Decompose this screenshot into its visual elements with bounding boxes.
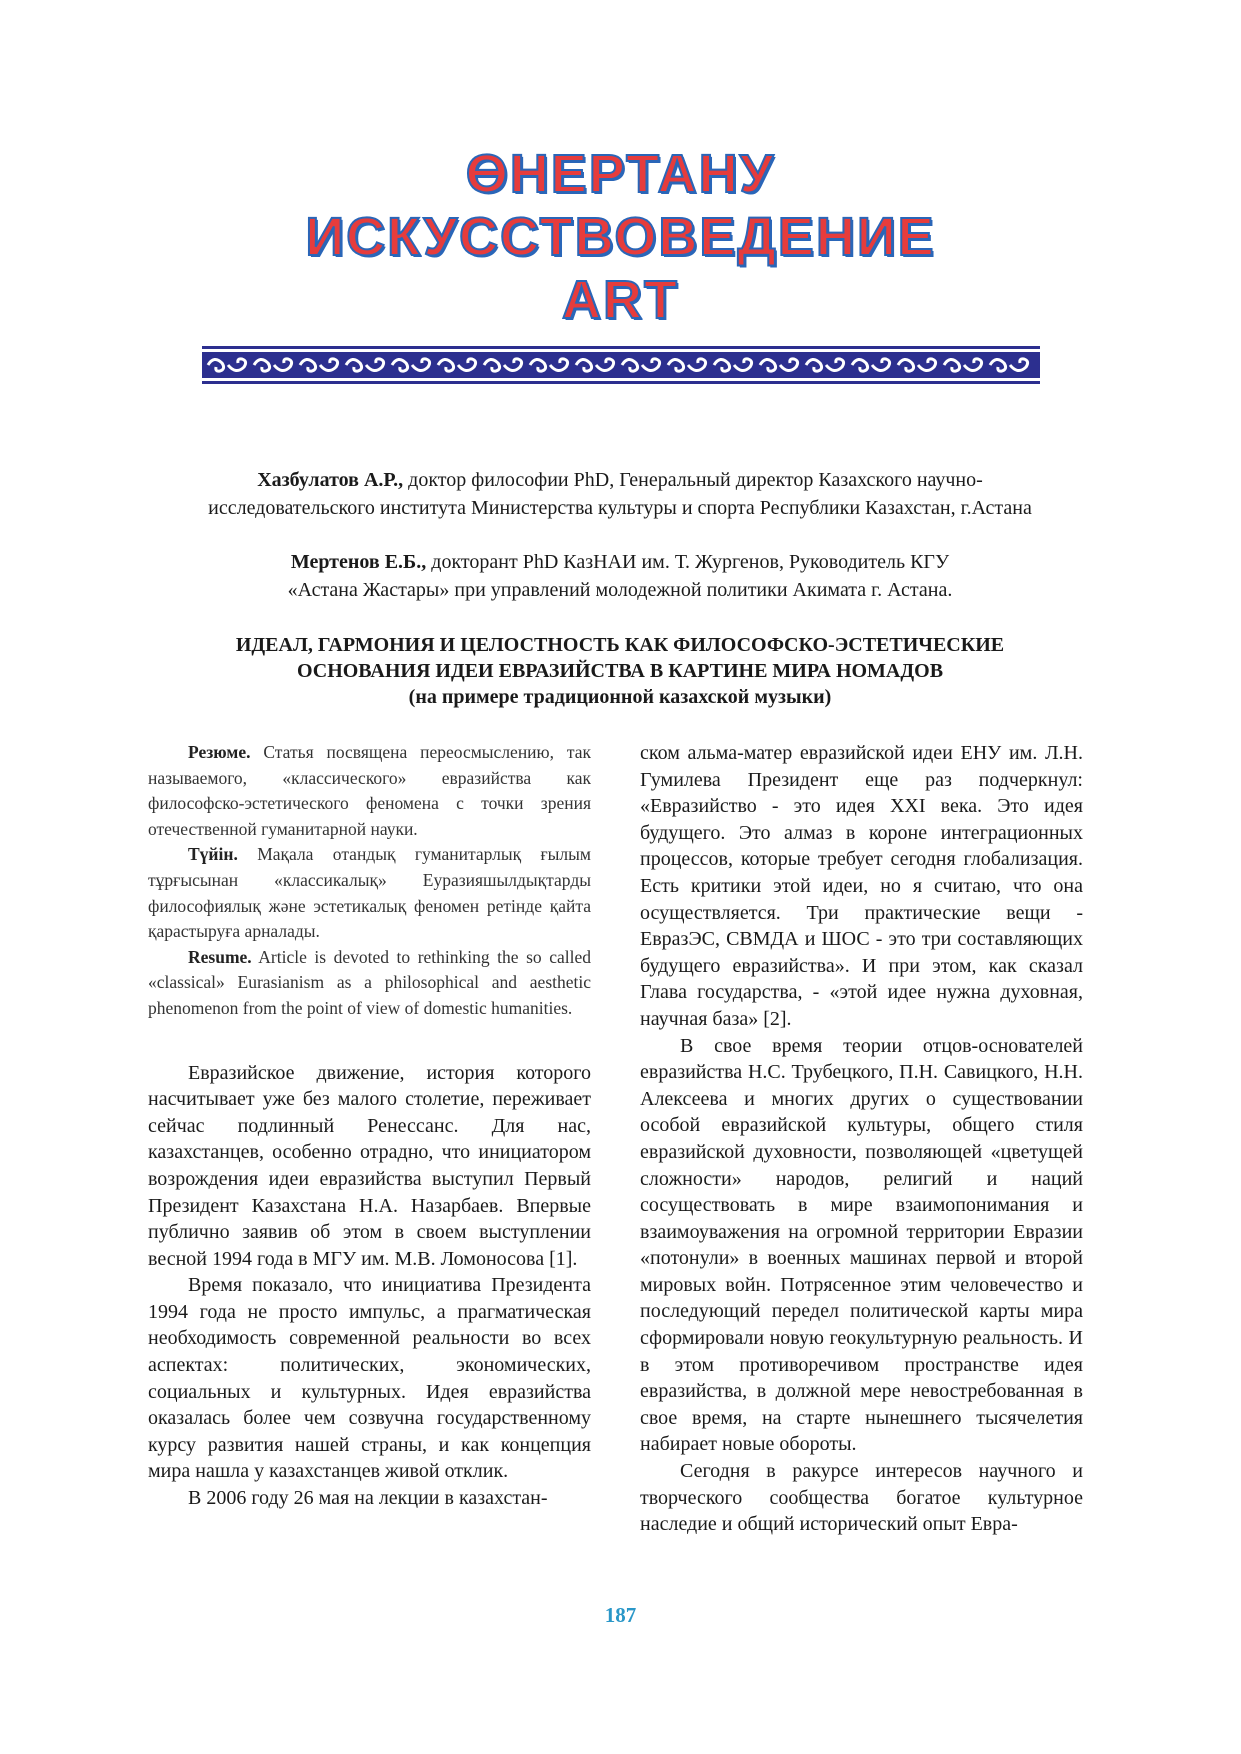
- page-number: 187: [604, 1603, 637, 1627]
- author-affiliation: доктор философии PhD, Генеральный директор Казахского научно-: [403, 469, 983, 491]
- author-name: Мертенов Е.Б.,: [290, 551, 427, 573]
- article-title: [150, 632, 1090, 710]
- author-affiliation-cont: исследовательского института Министерства культуры и спорта Республики Казахстан, г.Астана: [208, 497, 1032, 519]
- article-title-line-2: ОСНОВАНИЯ ИДЕИ ЕВРАЗИЙСТВА В КАРТИНЕ МИРА НОМАДОВ: [296, 660, 944, 682]
- abstract-label: Резюме.: [188, 742, 251, 762]
- author-affiliation: докторант PhD КазНАИ им. Т. Жургенов, Руководитель КГУ: [426, 551, 950, 573]
- author-name: Хазбулатов А.Р.,: [257, 469, 404, 491]
- section-title-ru: ИСКУССТВОВЕДЕНИЕ: [305, 207, 936, 267]
- abstracts: [148, 740, 591, 1022]
- left-column: [148, 740, 591, 1512]
- section-title-en: ART: [562, 270, 679, 330]
- abstract-ru: Резюме. Статья посвящена переосмыслению, так называемого, «классического» евразийства как философско-эстетического феномена с точки зрения отечественной гуманитарной науки.: [148, 742, 591, 839]
- abstract-kk: Түйін. Мақала отандық гуманитарлық ғылым тұрғысынан «классикалық» Еуразияшылдықтарды философиялық және эстетикалық феномен ретінде қайта қарастыруға арналады.: [148, 844, 591, 942]
- abstract-label: Resume.: [188, 946, 252, 967]
- section-title-kk: ӨНЕРТАНУ: [465, 144, 776, 204]
- paragraph: Сегодня в ракурсе интересов научного и творческого сообщества богатое культурное наследие и общий исторический опыт Евра-: [640, 1460, 1083, 1536]
- article-subtitle: (на примере традиционной казахской музыки): [408, 686, 832, 708]
- article-title-line-1: ИДЕАЛ, ГАРМОНИЯ И ЦЕЛОСТНОСТЬ КАК ФИЛОСОФСКО-ЭСТЕТИЧЕСКИЕ: [235, 634, 1005, 656]
- paragraph: ском альма-матер евразийской идеи ЕНУ им. Л.Н. Гумилева Президент еще раз подчеркнул: «Евразийство - это идея XXI века. Это идея будущего. Это алмаз в короне интеграционных процессов, которые требует сегодня глобализация. Есть критики этой идеи, но я считаю, что она осуществляется. Три практические вещи - ЕвразЭС, СВМДА и ШОС - это три составляющих будущего евразийства». И при этом, как сказал Глава государства, - «этой идее нужна духовная, научная база» [2].: [640, 742, 1083, 1030]
- abstract-en: Resume. Article is devoted to rethinking the so called «classical» Eurasianism as a philosophical and aesthetic phenomenon from the point of view of domestic humanities.: [148, 946, 591, 1018]
- author-block-1: [150, 466, 1090, 522]
- author-block-2: [150, 548, 1090, 604]
- paragraph: Время показало, что инициатива Президента 1994 года не просто импульс, а прагматическая необходимость современной реальности во всех аспектах: политических, экономических, социальных и культурных. Идея евразийства оказалась более чем созвучна государственному курсу развития нашей страны, и как концепция мира нашла у казахстанцев живой отклик.: [148, 1274, 591, 1483]
- paragraph: В 2006 году 26 мая на лекции в казахстан-: [188, 1487, 548, 1510]
- section-header: [0, 143, 1241, 332]
- paragraph: Евразийское движение, история которого насчитывает уже без малого столетие, переживает сейчас подлинный Ренессанс. Для нас, казахстанцев, особенно отрадно, что инициатором возрождения идеи евразийства выступил Первый Президент Казахстана Н.А. Назарбаев. Впервые публично заявив об этом в своем выступлении весной 1994 года в МГУ им. М.В. Ломоносова [1].: [148, 1061, 591, 1270]
- abstract-label: Түйін.: [188, 844, 238, 865]
- author-affiliation-cont: «Астана Жастары» при управлений молодежной политики Акимата г. Астана.: [287, 579, 953, 601]
- kazakh-ornament-border: [202, 346, 1040, 384]
- paragraph: В свое время теории отцов-основателей евразийства Н.С. Трубецкого, П.Н. Савицкого, Н.Н. Алексеева и многих других о существовании особой евразийской культуры, общего стиля евразийской духовности, позволяющей «цветущей сложности» народов, религий и наций сосуществовать в мире взаимопонимания и взаимоуважения на огромной территории Евразии «потонули» в военных машинах первой и второй мировых войн. Потрясенное этим человечество и последующий передел политической карты мира сформировали новую геокультурную реальность. И в этом противоречивом пространстве идея евразийства, в должной мере невостребованная в свое время, на старте нынешнего тысячелетия набирает новые обороты.: [640, 1034, 1083, 1456]
- right-column: [640, 740, 1083, 1538]
